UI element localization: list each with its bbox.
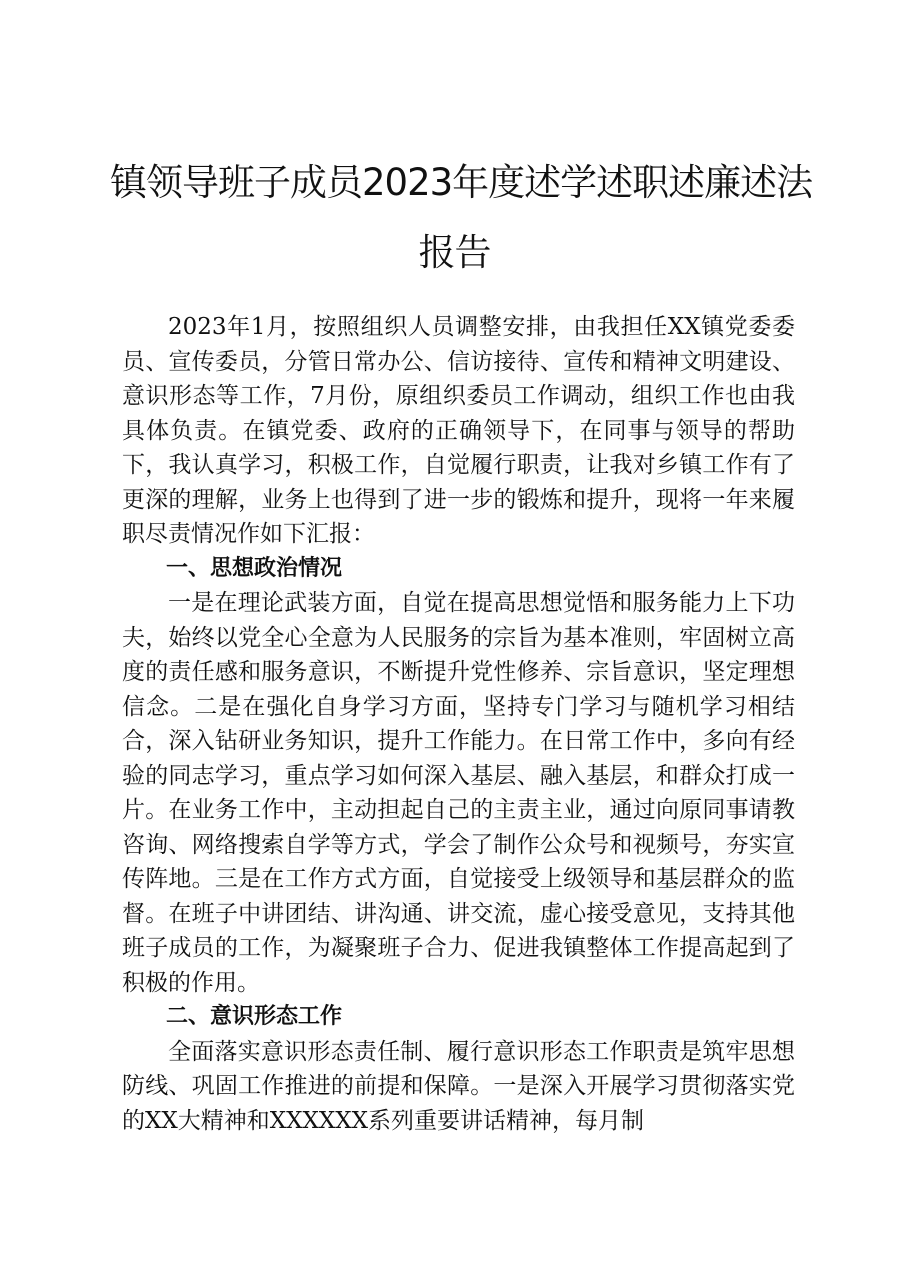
- section-heading-ideology: 二、意识形态工作: [166, 1004, 343, 1029]
- document-body: [122, 310, 795, 1138]
- document-title-continued: 报告: [418, 231, 491, 274]
- intro-paragraph: 2023年1月，按照组织人员调整安排，由我担任XX镇党委委员、宣传委员，分管日常办公、信访接待、宣传和精神文明建设、意识形态等工作，7月份，原组织委员工作调动，组织工作也由我具体负责。在镇党委、政府的正确领导下，在同事与领导的帮助下，我认真学习，积极工作，自觉履行职责，让我对乡镇工作有了更深的理解，业务上也得到了进一步的锻炼和提升，现将一年来履职尽责情况作如下汇报：: [122, 314, 795, 547]
- document-title: 镇领导班子成员2023年度述学述职述廉述法: [110, 161, 813, 204]
- section-heading-political: 一、思想政治情况: [166, 555, 343, 581]
- section-body-ideology: 全面落实意识形态责任制、履行意识形态工作职责是筑牢思想防线、巩固工作推进的前提和保障。一是深入开展学习贯彻落实党的XX大精神和XXXXXX系列重要讲话精神，每月制: [122, 1038, 795, 1134]
- section-body-political: 一是在理论武装方面，自觉在提高思想觉悟和服务能力上下功夫，始终以党全心全意为人民服务的宗旨为基本准则，牢固树立高度的责任感和服务意识，不断提升党性修养、宗旨意识，坚定理想信念。二是在强化自身学习方面，坚持专门学习与随机学习相结合，深入钻研业务知识，提升工作能力。在日常工作中，多向有经验的同志学习，重点学习如何深入基层、融入基层，和群众打成一片。在业务工作中，主动担起自己的主责主业，通过向原同事请教咨询、网络搜索自学等方式，学会了制作公众号和视频号，夯实宣传阵地。三是在工作方式方面，自觉接受上级领导和基层群众的监督。在班子中讲团结、讲沟通、讲交流，虚心接受意见，支持其他班子成员的工作，为凝聚班子合力、促进我镇整体工作提高起到了积极的作用。: [122, 590, 795, 996]
